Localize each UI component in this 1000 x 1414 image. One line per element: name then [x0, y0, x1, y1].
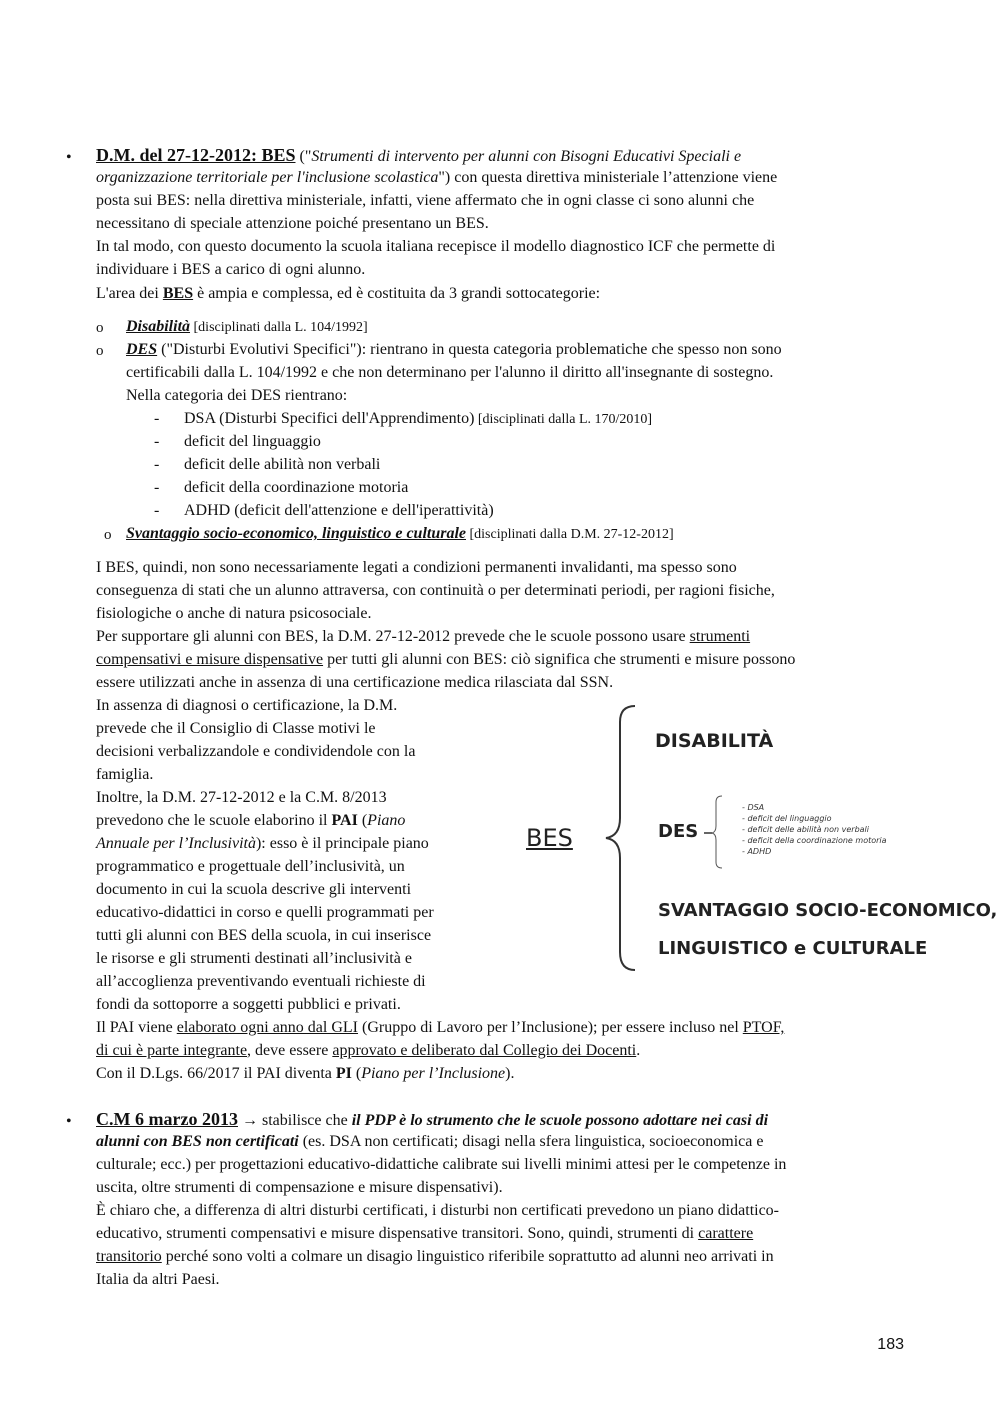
- category-note: [disciplinati dalla D.M. 27-12-2012]: [466, 527, 674, 542]
- wrap-line: In assenza di diagnosi o certificazione, la D.M.: [96, 697, 398, 714]
- s2-line-1: [96, 1109, 768, 1131]
- text: è ampia e complessa, ed è costituita da 3 grandi sottocategorie:: [193, 285, 601, 302]
- text: Con il D.Lgs. 66/2017 il PAI diventa: [96, 1065, 336, 1082]
- des-item: ADHD (deficit dell'attenzione e dell'iperattività): [184, 502, 494, 519]
- s1-pai-line-2: [96, 1041, 640, 1061]
- large-brace: [606, 706, 635, 970]
- dash-marker: -: [154, 479, 160, 496]
- wrap-line: [96, 811, 405, 831]
- text: ).: [505, 1065, 515, 1082]
- category-title: DES: [126, 341, 158, 358]
- list-marker: o: [96, 320, 104, 336]
- diagram-branch-svantaggio-2: LINGUISTICO e CULTURALE: [658, 938, 928, 959]
- s1-pai-line-3: [96, 1064, 514, 1084]
- text: organizzazione territoriale per l'inclusione scolastica: [96, 169, 439, 186]
- diagram-des-item: - deficit del linguaggio: [742, 814, 832, 823]
- text: DSA (Disturbi Specifici dell'Apprendimento): [184, 410, 475, 427]
- section-heading-dm: D.M. del 27-12-2012: BES: [96, 145, 296, 165]
- des-item: deficit delle abilità non verbali: [184, 456, 381, 473]
- category-note: [disciplinati dalla L. 104/1992]: [190, 320, 368, 335]
- text: Per supportare gli alunni con BES, la D.M. 27-12-2012 prevede che le scuole possono usare: [96, 628, 690, 645]
- wrap-line: educativo-didattici in corso e quelli programmati per: [96, 904, 434, 921]
- wrap-line: [96, 834, 429, 854]
- s1-pai-line-1: [96, 1018, 784, 1038]
- s2-line-5: È chiaro che, a differenza di altri disturbi certificati, i disturbi non certificati prevedono un piano didattico-: [96, 1202, 780, 1219]
- diagram-branch-disabilita: DISABILITÀ: [655, 730, 774, 752]
- text: Piano per l’Inclusione: [361, 1065, 506, 1082]
- category-des-line-3: Nella categoria dei DES rientrano:: [126, 387, 348, 404]
- bullet-marker: •: [66, 149, 72, 166]
- list-marker: o: [104, 527, 112, 543]
- s1-para-5: [96, 650, 795, 670]
- category-disabilita: [126, 317, 368, 338]
- text: DSA: [747, 803, 765, 812]
- diagram-root: BES: [526, 824, 573, 852]
- category-des-line-2: certificabili dalla L. 104/1992 e che non determinano per l'alunno il diritto all'insegnante di sostegno.: [126, 364, 774, 381]
- s2-line-3: culturale; ecc.) per progettazioni educativo-didattiche calibrate sui livelli minimi attesi per le competenze in: [96, 1156, 787, 1173]
- dash-marker: -: [154, 410, 160, 427]
- s1-line-3: posta sui BES: nella direttiva ministeriale, infatti, viene affermato che in ogni classe ci sono alunni che: [96, 192, 755, 209]
- des-item-dsa: [184, 409, 652, 430]
- wrap-line: documento in cui la scuola descrive gli interventi: [96, 881, 412, 898]
- text: alunni con BES non certificati: [96, 1133, 299, 1150]
- category-title: Disabilità: [126, 318, 191, 335]
- text: compensativi e misure dispensative: [96, 651, 324, 668]
- s1-para-3: fisiologiche o anche di natura psicosociale.: [96, 605, 372, 622]
- dash-marker: -: [154, 433, 160, 450]
- text: ") con questa direttiva ministeriale l’attenzione viene: [438, 169, 778, 186]
- text: ("Disturbi Evolutivi Specifici"): rientrano in questa categoria problematiche che spesso non sono: [157, 341, 782, 358]
- pi-term: PI: [335, 1065, 352, 1082]
- text: per tutti gli alunni con BES: ciò significa che strumenti e misure possono: [323, 651, 796, 668]
- s2-line-7: [96, 1247, 774, 1267]
- text: (: [357, 812, 368, 829]
- s1-para-1: I BES, quindi, non sono necessariamente legati a condizioni permanenti invalidanti, ma spesso sono: [96, 559, 737, 576]
- text: PTOF,: [742, 1019, 785, 1036]
- diagram-des-item: - deficit delle abilità non verbali: [742, 825, 869, 834]
- wrap-line: famiglia.: [96, 766, 154, 783]
- s1-para-2: conseguenza di stati che un alunno attraversa, con continuità o per determinati periodi, per ragioni fisiche,: [96, 582, 775, 599]
- text: [disciplinati dalla L. 170/2010]: [474, 412, 653, 427]
- list-marker: o: [96, 343, 104, 359]
- text: → stabilisce che: [237, 1112, 352, 1129]
- text: , deve essere: [247, 1042, 333, 1059]
- wrap-line: decisioni verbalizzandole e condividendole con la: [96, 743, 416, 760]
- category-svantaggio: [126, 524, 674, 545]
- text: perché sono volti a colmare un disagio linguistico riferibile soprattutto ad alunni neo arrivati in: [161, 1248, 774, 1265]
- s2-line-2: [96, 1132, 763, 1152]
- text: ): esso è il principale piano: [255, 835, 429, 852]
- text: carattere: [698, 1225, 754, 1242]
- text: educativo, strumenti compensativi e misure dispensative transitori. Sono, quindi, strumenti di: [96, 1225, 699, 1242]
- text: (: [351, 1065, 362, 1082]
- wrap-line: programmatico e progettuale dell’inclusività, un: [96, 858, 405, 875]
- pai-term: PAI: [331, 812, 358, 829]
- dash-marker: -: [154, 502, 160, 519]
- category-title: Svantaggio socio-economico, linguistico e culturale: [126, 525, 466, 542]
- small-brace: [712, 796, 722, 868]
- text: elaborato ogni anno dal GLI: [176, 1019, 359, 1036]
- text: di cui è parte integrante: [96, 1042, 248, 1059]
- dash-marker: -: [154, 456, 160, 473]
- s1-para-6: essere utilizzati anche in assenza di una certificazione medica rilasciata dal SSN.: [96, 674, 614, 691]
- text: .: [636, 1042, 641, 1059]
- text: (Gruppo di Lavoro per l’Inclusione); per essere incluso nel: [358, 1019, 743, 1036]
- s1-line-1: [96, 145, 741, 167]
- s1-para-4: [96, 627, 750, 647]
- wrap-line: tutti gli alunni con BES della scuola, in cui inserisce: [96, 927, 432, 944]
- text: Strumenti di intervento per alunni con Bisogni Educativi Speciali e: [311, 148, 742, 165]
- text: (": [295, 148, 312, 165]
- s2-line-4: uscita, oltre strumenti di compensazione e misure dispensativi).: [96, 1179, 503, 1196]
- text: ADHD: [747, 847, 772, 856]
- text: prevedono che le scuole elaborino il: [96, 812, 332, 829]
- des-item: deficit della coordinazione motoria: [184, 479, 409, 496]
- diagram-des-item: - ADHD: [742, 847, 772, 856]
- diagram-des-item: - deficit della coordinazione motoria: [742, 836, 887, 845]
- s1-line-6: individuare i BES a carico di ogni alunno.: [96, 261, 366, 278]
- text: Il PAI viene: [96, 1019, 177, 1036]
- text: il PDP è lo strumento che le scuole possono adottare nei casi di: [351, 1112, 769, 1129]
- text: Piano: [367, 812, 406, 829]
- text: L'area dei: [96, 285, 163, 302]
- text: deficit della coordinazione motoria: [747, 836, 887, 845]
- text: approvato e deliberato dal Collegio dei Docenti: [332, 1042, 637, 1059]
- page-number: 183: [877, 1336, 904, 1353]
- s1-line-5: In tal modo, con questo documento la scuola italiana recepisce il modello diagnostico ICF che permette di: [96, 238, 776, 255]
- bullet-marker: •: [66, 1113, 72, 1130]
- diagram-branch-svantaggio-1: SVANTAGGIO SOCIO-ECONOMICO,: [658, 900, 998, 921]
- wrap-line: Inoltre, la D.M. 27-12-2012 e la C.M. 8/2013: [96, 789, 387, 806]
- s2-line-8: Italia da altri Paesi.: [96, 1271, 220, 1288]
- s1-line-2: [96, 168, 777, 188]
- wrap-line: fondi da sottoporre a soggetti pubblici e privati.: [96, 996, 401, 1013]
- des-item: deficit del linguaggio: [184, 433, 321, 450]
- diagram-branch-des: DES: [658, 821, 699, 842]
- s1-line-4: necessitano di speciale attenzione poiché presentano un BES.: [96, 215, 489, 232]
- text: deficit del linguaggio: [747, 814, 832, 823]
- text: strumenti: [689, 628, 751, 645]
- wrap-line: le risorse e gli strumenti destinati all’inclusività e: [96, 950, 412, 967]
- text: Annuale per l’Inclusività: [96, 835, 256, 852]
- s1-line-7: [96, 284, 600, 304]
- wrap-line: prevede che il Consiglio di Classe motivi le: [96, 720, 376, 737]
- wrap-line: all’accoglienza preventivando eventuali richieste di: [96, 973, 426, 990]
- s2-line-6: [96, 1224, 753, 1244]
- bes-term: BES: [162, 285, 194, 302]
- text: transitorio: [96, 1248, 162, 1265]
- text: deficit delle abilità non verbali: [747, 825, 869, 834]
- section-heading-cm: C.M 6 marzo 2013: [96, 1109, 238, 1129]
- diagram-des-item: - DSA: [742, 803, 765, 812]
- text: (es. DSA non certificati; disagi nella sfera linguistica, socioeconomica e: [298, 1133, 764, 1150]
- category-des: [126, 340, 782, 360]
